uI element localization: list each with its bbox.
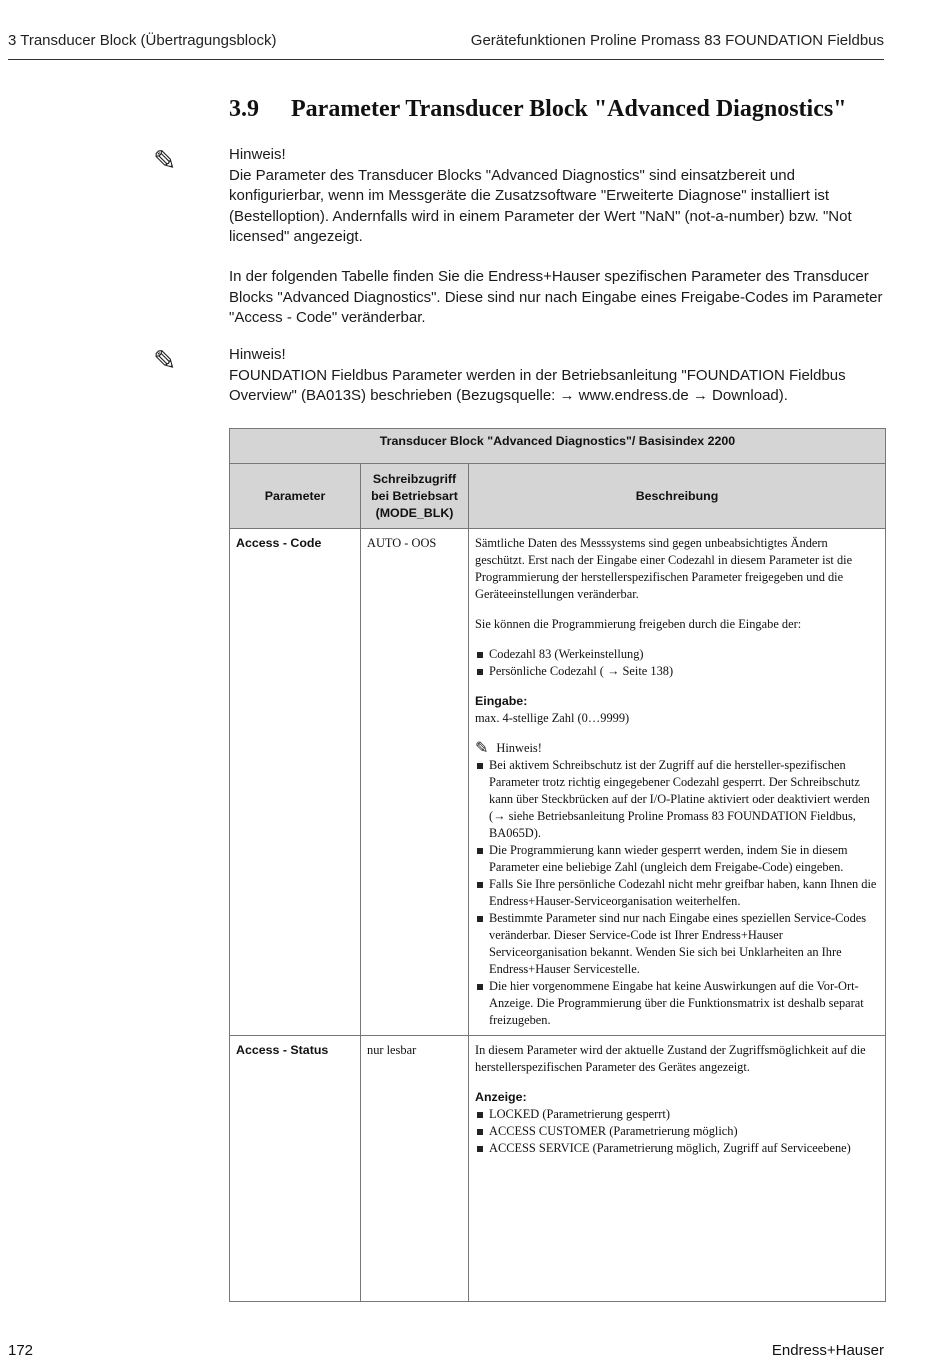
input-label: Eingabe: [475, 694, 528, 708]
param-description [469, 529, 886, 1036]
pencil-icon: ✎ [153, 346, 177, 377]
param-access: nur lesbar [361, 1036, 469, 1302]
display-block [475, 1089, 879, 1157]
note-2-text: FOUNDATION Fieldbus Parameter werden in der Betriebsanleitung "FOUNDATION Fieldbus Overview" (BA013S) beschrieben (Bezugsquelle: → www.endress.de → Download). [229, 366, 846, 404]
table-row [230, 529, 886, 1036]
list-item: Die Programmierung kann wieder gesperrt werden, indem Sie in diesem Parameter eine beliebige Zahl (ungleich dem Freigabe-Code) eingeben. [475, 842, 879, 876]
running-header-right: Gerätefunktionen Proline Promass 83 FOUNDATION Fieldbus [470, 32, 884, 49]
display-label: Anzeige: [475, 1090, 527, 1104]
pencil-icon: ✎ [153, 146, 177, 177]
list-item: Codezahl 83 (Werkeinstellung) [475, 646, 879, 663]
note-block [475, 740, 879, 1029]
column-header-parameter: Parameter [230, 464, 361, 529]
input-block [475, 693, 879, 727]
display-list [475, 1106, 879, 1157]
section-heading [229, 96, 847, 123]
input-value: max. 4-stellige Zahl (0…9999) [475, 711, 630, 725]
table-title: Transducer Block "Advanced Diagnostics"/ Basisindex 2200 [230, 429, 886, 464]
note-heading-line [475, 740, 879, 757]
list-item: Bei aktivem Schreibschutz ist der Zugriff auf die hersteller-spezifischen Parameter trotz richtig eingegebener Codezahl gesperrt. Der Schreibschutz kann über Steckbrücken auf der I/O-Platine aktiviert oder deaktiviert werden (→ siehe Betriebsanleitung Proline Promass 83 FOUNDATION Fieldbus, BA065D). [475, 757, 879, 842]
header-divider [8, 59, 884, 60]
param-access: AUTO - OOS [361, 529, 469, 1036]
running-header-left: 3 Transducer Block (Übertragungsblock) [8, 32, 277, 49]
list-item: Bestimmte Parameter sind nur nach Eingabe eines speziellen Service-Codes veränderbar. Dieser Service-Code ist Ihrer Endress+Hauser Serviceorganisation bekannt. Wenden Sie sich bei Unklarheiten an Ihre Endress+Hauser Servicestelle. [475, 910, 879, 978]
list-item: Persönliche Codezahl ( → Seite 138) [475, 663, 879, 680]
column-header-access: Schreibzugriff bei Betriebsart (MODE_BLK) [361, 464, 469, 529]
intro-paragraph: In der folgenden Tabelle finden Sie die Endress+Hauser spezifischen Parameter des Transducer Blocks "Advanced Diagnostics". Diese sind nur nach Eingabe eines Freigabe-Codes im Parameter "Access - Code" veränderbar. [229, 268, 883, 326]
note-1-text: Die Parameter des Transducer Blocks "Advanced Diagnostics" sind einsatzbereit und konfigurierbar, wenn im Messgeräte die Zusatzsoftware "Erweiterte Diagnose" installiert ist (Bestelloption). Andernfalls wird in einem Parameter der Wert "NaN" (not-a-number) bzw. "Not licensed" angezeigt. [229, 166, 852, 245]
list-item: ACCESS SERVICE (Parametrierung möglich, Zugriff auf Serviceebene) [475, 1140, 879, 1157]
param-description [469, 1036, 886, 1302]
pencil-icon: ✎ [475, 740, 489, 757]
description-text: In diesem Parameter wird der aktuelle Zustand der Zugriffsmöglichkeit auf die herstellerspezifischen Parameter des Gerätes angezeigt. [475, 1043, 866, 1074]
section-number: 3.9 [229, 96, 259, 122]
section-title: Parameter Transducer Block "Advanced Diagnostics" [291, 96, 847, 122]
list-item: ACCESS CUSTOMER (Parametrierung möglich) [475, 1123, 879, 1140]
table-title-row [230, 429, 886, 464]
note-2 [229, 345, 889, 407]
option-list [475, 646, 879, 680]
note-1 [229, 145, 889, 248]
page-number: 172 [8, 1342, 34, 1359]
description-block [475, 616, 879, 633]
parameter-table [229, 428, 886, 1302]
description-text: Sämtliche Daten des Messsystems sind gegen unbeabsichtigtes Ändern geschützt. Erst nach der Eingabe einer Codezahl in diesem Parameter ist die Programmierung der herstellerspezifischen Parameter freigegeben und die Geräteeinstellungen veränderbar. [475, 536, 853, 601]
table-header-row [230, 464, 886, 529]
description-text: Sie können die Programmierung freigeben durch die Eingabe der: [475, 617, 802, 631]
list-item: LOCKED (Parametrierung gesperrt) [475, 1106, 879, 1123]
note-1-heading: Hinweis! [229, 146, 286, 163]
note-heading: Hinweis! [496, 741, 542, 755]
param-name: Access - Status [230, 1036, 361, 1302]
list-item: Falls Sie Ihre persönliche Codezahl nicht mehr greifbar haben, kann Ihnen die Endress+Hauser-Serviceorganisation weiterhelfen. [475, 876, 879, 910]
note-2-heading: Hinweis! [229, 346, 286, 363]
list-item: Die hier vorgenommene Eingabe hat keine Auswirkungen auf die Vor-Ort-Anzeige. Die Programmierung über die Funktionsmatrix ist deshalb separat freizugeben. [475, 978, 879, 1029]
table-row [230, 1036, 886, 1302]
param-name: Access - Code [230, 529, 361, 1036]
column-header-description: Beschreibung [469, 464, 886, 529]
note-list [475, 757, 879, 1029]
brand-footer: Endress+Hauser [771, 1342, 884, 1359]
